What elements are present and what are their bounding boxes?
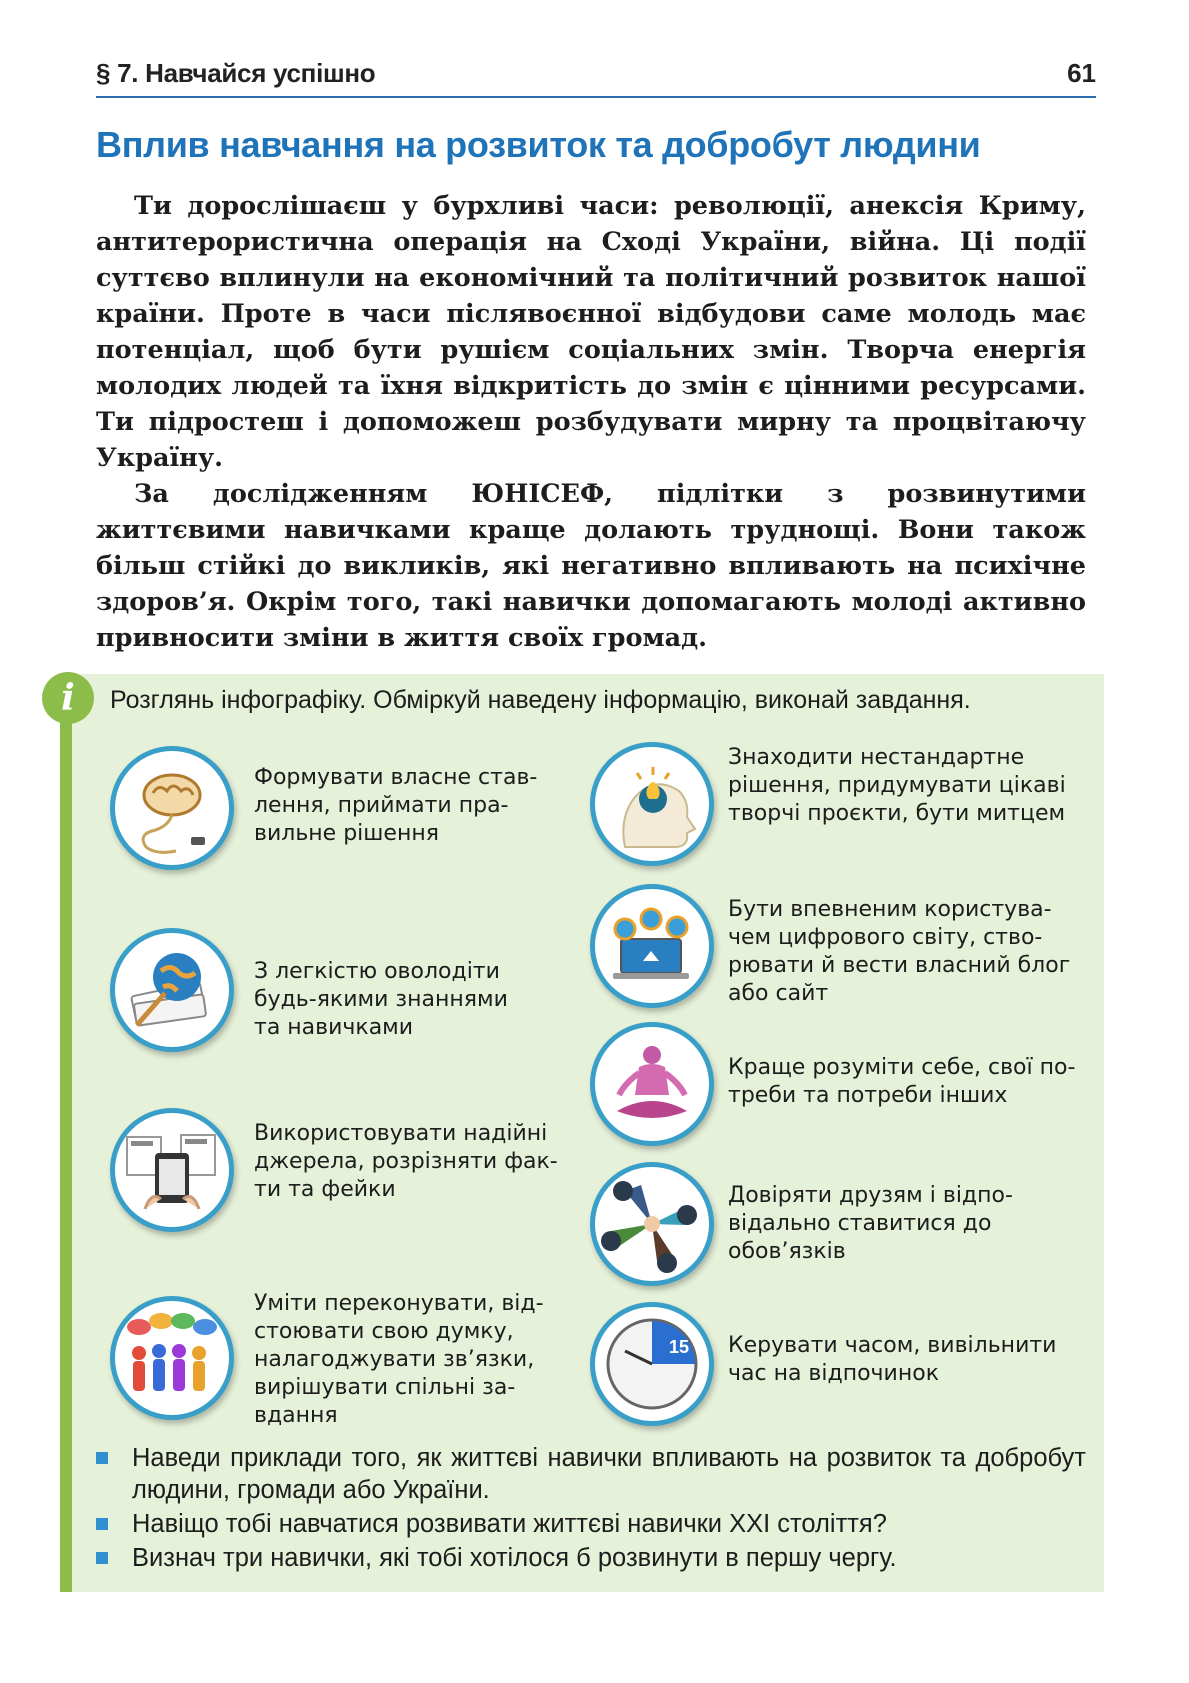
skill-text: Використовувати надійні джерела, розрізняти фак- ти та фейки <box>254 1121 558 1202</box>
skill-text: Бути впевненим користува- чем цифрового світу, ство- рювати й вести власний блог або сайт <box>728 897 1071 1006</box>
globe-books-icon <box>110 928 234 1052</box>
brain-icon <box>110 746 234 870</box>
meditation-icon <box>590 1022 714 1146</box>
page-title: Вплив навчання на розвиток та добробут людини <box>96 124 981 165</box>
hands-together-icon <box>590 1162 714 1286</box>
news-tablet-icon <box>110 1108 234 1232</box>
task-list <box>96 1442 1086 1576</box>
skill-text: Керувати часом, вивільнити час на відпочинок <box>728 1333 1057 1386</box>
skill-text: Уміти переконувати, від- стоювати свою думку, налагоджувати зв’язки, вирішувати спільні за- вдання <box>254 1291 544 1428</box>
bullet-icon <box>96 1552 108 1564</box>
bullet-icon <box>96 1518 108 1530</box>
skill-text: Формувати власне став- лення, приймати пра- вильне рішення <box>254 765 538 846</box>
section-title: § 7. Навчайся успішно <box>96 58 376 88</box>
info-intro: Розглянь інфографіку. Обміркуй наведену інформацію, виконай завдання. <box>110 686 971 714</box>
people-speech-icon <box>110 1296 234 1420</box>
page-number: 61 <box>1067 58 1096 88</box>
info-stripe <box>60 674 72 1592</box>
skill-text: Довіряти друзям і відпо- відально ставитися до обов’язків <box>728 1183 1013 1264</box>
clock-label: 15 <box>669 1337 690 1357</box>
list-item <box>96 1442 1086 1506</box>
task-text: Наведи приклади того, як життєві навички впливають на розвиток та добробут людини, громади або України. <box>132 1444 1086 1504</box>
info-icon: i <box>42 672 94 724</box>
skill-text: З легкістю оволодіти будь-якими знаннями та навичками <box>254 959 508 1040</box>
task-text: Визнач три навички, які тобі хотілося б розвинути в першу чергу. <box>132 1544 897 1572</box>
laptop-gears-icon <box>590 884 714 1008</box>
body-text <box>96 188 1086 656</box>
list-item <box>96 1542 1086 1574</box>
skill-text: Краще розуміти себе, свої по- треби та потреби інших <box>728 1055 1076 1108</box>
clock-icon <box>590 1302 714 1426</box>
skill-text: Знаходити нестандартне рішення, придумувати цікаві творчі проєкти, бути митцем <box>728 745 1066 826</box>
page-header <box>96 56 1096 98</box>
paragraph: За дослідженням ЮНІСЕФ, підлітки з розвинутими життєвими навичками краще долають труднощі. Вони також більш стійкі до викликів, які негативно впливають на психічне здоров’я. Окрім того, такі навички допомагають молоді активно привносити зміни в життя своїх громад. <box>96 479 1086 653</box>
paragraph: Ти дорослішаєш у бурхливі часи: революції, анексія Криму, антитерористична операція на Сході України, війна. Ці події суттєво вплинули на економічний та політичний розвиток нашої країни. Проте в часи післявоєнної відбудови саме молодь має потенціал, щоб бути рушієм соціальних змін. Творча енергія молодих людей та їхня відкритість до змін є цінними ресурсами. Ти підростеш і допоможеш розбудувати мирну та процвітаючу Україну. <box>96 191 1086 473</box>
bullet-icon <box>96 1452 108 1464</box>
lightbulb-head-icon <box>590 742 714 866</box>
list-item <box>96 1508 1086 1540</box>
task-text: Навіщо тобі навчатися розвивати життєві навички XXI століття? <box>132 1510 887 1538</box>
